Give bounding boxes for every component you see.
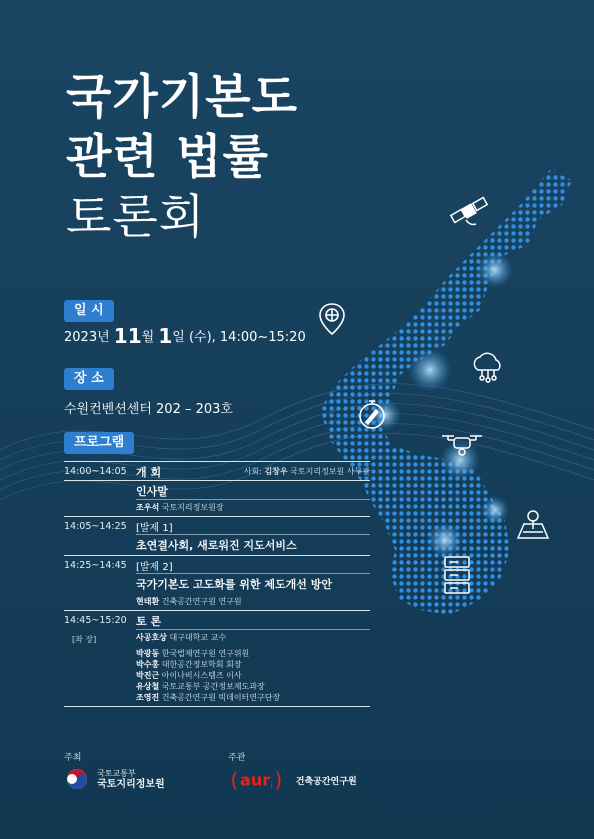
map-pin-icon (514, 508, 552, 542)
table-row (64, 555, 370, 610)
panelist: 박수홍 대한공간정보학회 회장 (136, 660, 242, 669)
host-org-top: 국토교통부 (97, 769, 136, 778)
compass-icon (356, 396, 388, 432)
speaker: 현태환 건축공간연구원 연구원 (136, 597, 242, 606)
date-day-rest: 일 (수), 14:00~15:20 (172, 330, 306, 345)
table-row (64, 480, 370, 516)
host-org-main: 국토지리정보원 (97, 779, 165, 790)
panel-list (136, 646, 370, 706)
session-tag: [발제 1] (136, 523, 173, 534)
panelist: 박진근 아이나비시스템즈 이사 (136, 671, 242, 680)
taegeuk-logo-icon (66, 768, 88, 790)
table-row (64, 461, 370, 480)
row-time (64, 481, 136, 516)
session-title: 개 회 (136, 466, 162, 479)
organizer-label: 주관 (228, 753, 246, 763)
venue-text: 수원컨벤션센터 202 – 203호 (64, 402, 233, 417)
organizer-name: 건축공간연구원 (295, 776, 357, 787)
session-title: 국가기본도 고도화를 위한 제도개선 방안 (136, 573, 370, 594)
server-icon (442, 554, 472, 596)
table-row (64, 610, 370, 707)
date-month-unit: 월 (141, 330, 159, 345)
host-logo (66, 768, 165, 790)
cloud-network-icon (468, 350, 508, 386)
auri-logo-text: aur (240, 770, 271, 790)
date-day: 1 (158, 324, 173, 348)
location-pin-icon (316, 300, 348, 340)
drone-icon (440, 430, 484, 458)
speaker: 조우석 국토지리정보원장 (136, 499, 370, 516)
row-time: 14:25~14:45 (64, 560, 127, 571)
row-time: 14:00~14:05 (64, 466, 127, 477)
auri-logo-sub: i (270, 781, 273, 792)
date-year: 2023년 (64, 330, 114, 345)
row-time: 14:05~14:25 (64, 521, 127, 532)
session-tag: [발제 2] (136, 562, 173, 573)
panelist: 조영진 건축공간연구원 빅데이터연구단장 (136, 693, 281, 702)
satellite-icon (448, 196, 490, 232)
title-line-2: 관련 법률 (66, 130, 269, 185)
event-title (66, 68, 298, 248)
date-text (64, 324, 306, 348)
chair: 사공호상 대구대학교 교수 (136, 629, 370, 646)
table-row (64, 516, 370, 555)
panelist: 유상철 국토교통부 공간정보제도과장 (136, 682, 265, 691)
panelist: 박광동 한국법제연구원 연구위원 (136, 649, 250, 658)
moderator: 사회: 김창우 국토지리정보원 사무관 (243, 466, 370, 476)
row-time: 14:45~15:20 [좌 장] (64, 615, 127, 644)
session-title: 토 론 (136, 615, 162, 628)
program-label-pill: 프로그램 (64, 432, 134, 454)
session-title: 초연결사회, 새로워진 지도서비스 (136, 534, 370, 555)
program-table (64, 461, 370, 707)
title-line-3: 토론회 (66, 190, 206, 245)
organizer-logo: (aur$_i$) 건축공간연구원 (228, 768, 357, 792)
host-label: 주최 (64, 753, 82, 763)
title-line-1: 국가기본도 (66, 70, 299, 125)
date-label-pill: 일 시 (64, 300, 114, 322)
session-title: 인사말 (136, 485, 168, 498)
date-month: 11 (113, 324, 142, 348)
venue-label-pill: 장 소 (64, 368, 114, 390)
